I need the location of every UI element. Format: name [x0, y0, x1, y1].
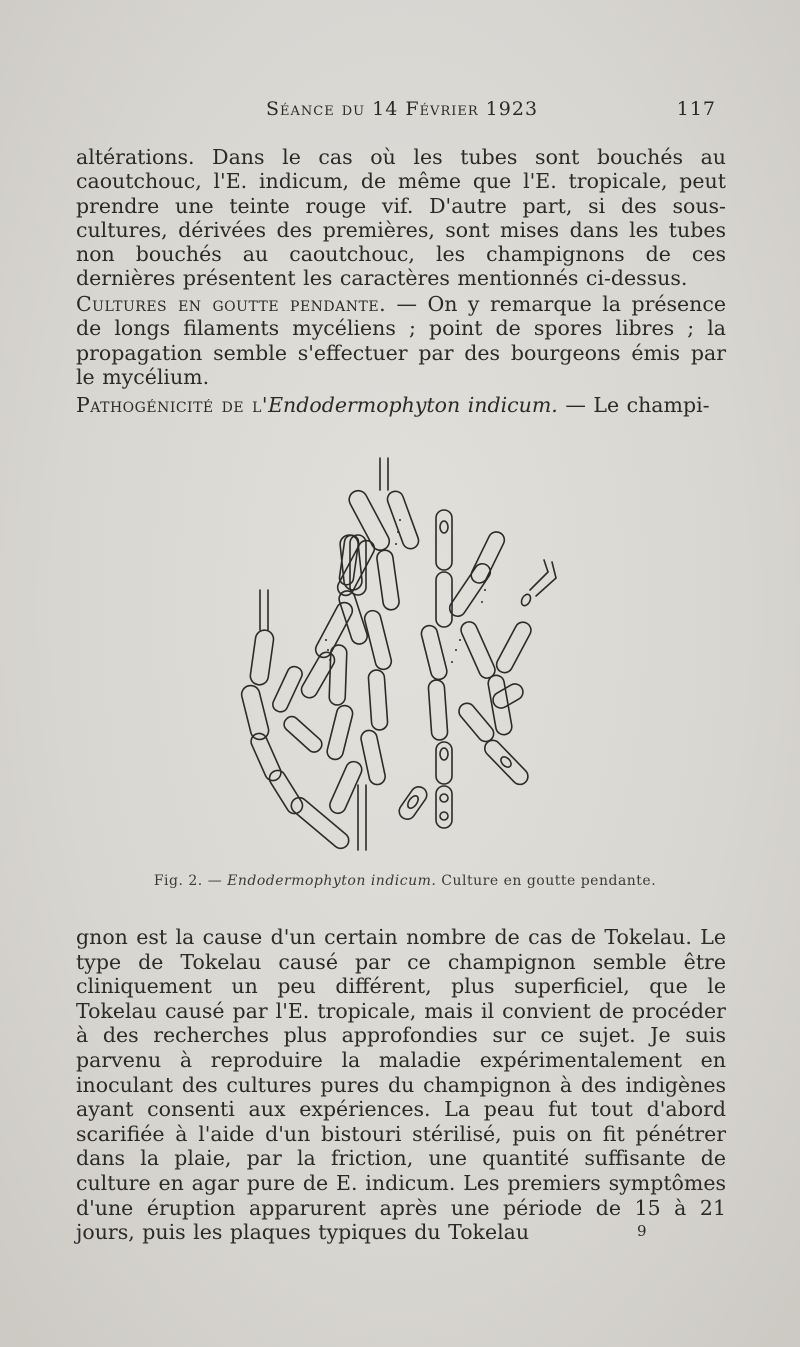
signature-mark: 9: [637, 1222, 647, 1240]
header-title: Séance du 14 Février 1923: [266, 98, 539, 120]
section-heading-pathogenicite: Pathogénicité de l': [76, 393, 269, 417]
section-heading-cultures: Cultures en goutte pendante.: [76, 292, 387, 316]
paragraph-cultures: [76, 292, 726, 389]
page-number: 117: [676, 98, 716, 120]
hypha-central: [299, 458, 421, 850]
hyphae-illustration: [230, 450, 580, 860]
caption-species: Endodermophyton indicum.: [227, 873, 437, 889]
paragraph-pathogenicite: [76, 393, 726, 417]
caption-prefix: Fig. 2. —: [153, 873, 228, 889]
figure-caption: [145, 873, 665, 889]
paragraph-tokelau: gnon est la cause d'un certain nombre de cas de Tokelau. Le type de Tokelau causé par ce champignon semble être cliniquement un peu différent, plus superficiel, que le Tokelau causé par l'E. tropicale, mais il convient de procéder à des recherches plus approfondies sur ce sujet. Je suis parvenu à reproduire la maladie expérimentalement en inoculant des cultures pures du champignon à des indigènes ayant consenti aux expériences. La peau fut tout d'abord scarifiée à l'aide d'un bistouri stérilisé, puis on fit pénétrer dans la plaie, par la friction, une quantité suffisante de culture en agar pure de E. indicum. Les premiers symptômes d'une éruption apparurent après une période de 15 à 21 jours, puis les plaques typiques du Tokelau: [76, 925, 726, 1245]
species-name: Endodermophyton indicum.: [268, 393, 558, 417]
caption-rest: Culture en goutte pendante.: [436, 873, 657, 889]
hypha-right: [396, 510, 556, 828]
paragraph-pathogenicite-text: — Le champi-: [557, 393, 710, 417]
paragraph-cultures-text: — On y remarque la présence de longs filaments mycéliens ; point de spores libres ; la propagation semble s'effectuer par des bourgeons émis par le mycélium.: [76, 292, 726, 389]
paragraph-alterations: altérations. Dans le cas où les tubes sont bouchés au caoutchouc, l'E. indicum, de même que l'E. tropicale, peut prendre une teinte rouge vif. D'autre part, si des sous-cultures, dérivées des premières, sont mises dans les tubes non bouchés au caoutchouc, les champignons de ces dernières présentent les caractères mentionnés ci-dessus.: [76, 145, 726, 291]
